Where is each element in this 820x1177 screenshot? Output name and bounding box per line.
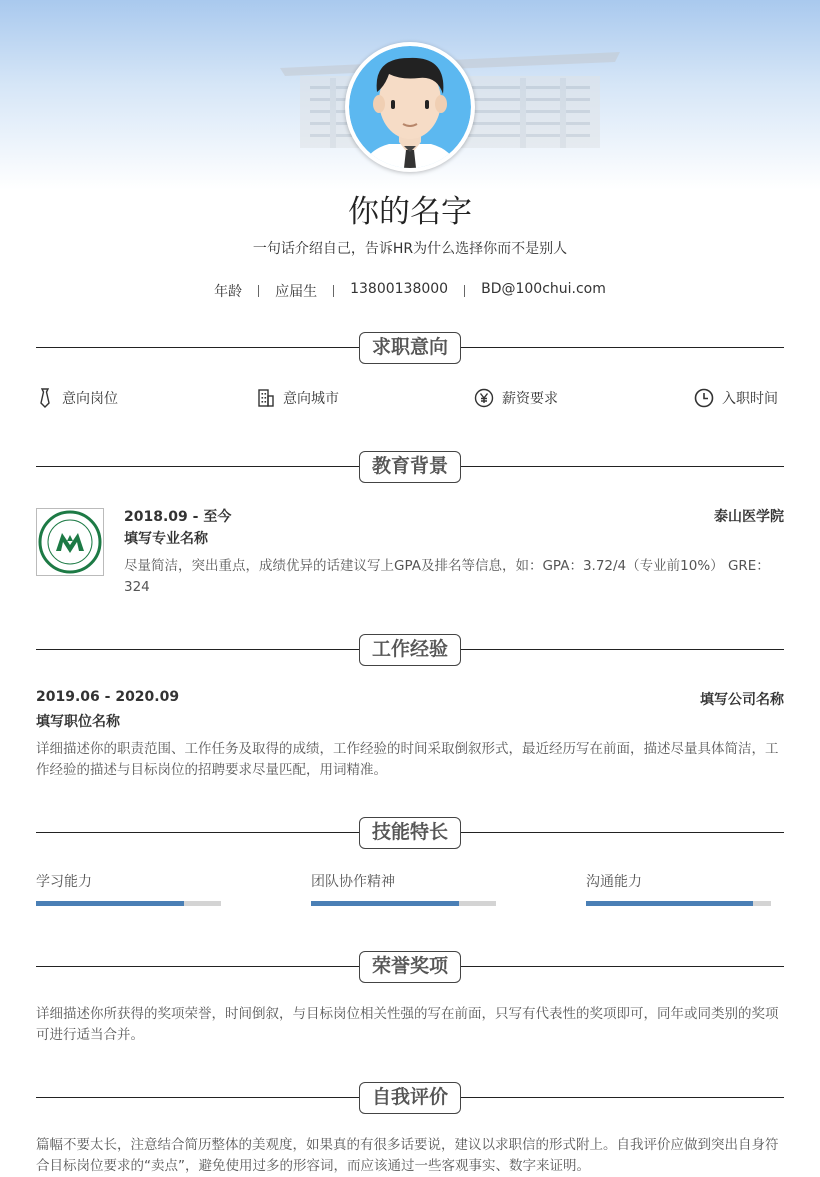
candidate-motto: 一句话介绍自己，告诉HR为什么选择你而不是别人	[252, 241, 568, 257]
skill-bar-fill	[586, 901, 753, 906]
school-name: 泰山医学院	[714, 509, 784, 525]
status-text: 应届生	[275, 284, 318, 300]
avatar	[345, 42, 475, 172]
building-icon	[257, 388, 275, 408]
section-title: 荣誉奖项	[359, 951, 461, 983]
skill-bar	[36, 901, 221, 906]
work-description: 详细描述你的职责范围、工作任务及取得的成绩，工作经验的时间采取倒叙形式，最近经历写在前面，描述尽量具体简洁，工作经验的描述与目标岗位的招聘要求尽量匹配，用词精准。	[36, 741, 779, 778]
section-header-skills	[36, 817, 784, 849]
skill-label: 学习能力	[36, 874, 92, 890]
email-text: BD@100chui.com	[481, 281, 606, 297]
tie-icon	[36, 388, 54, 408]
position-name: 填写职位名称	[36, 714, 120, 730]
intention-item-start-date	[694, 388, 778, 408]
honors-description: 详细描述你所获得的奖项荣誉，时间倒叙，与目标岗位相关性强的写在前面，只写有代表性的奖项即可，同年或同类别的奖项可进行适当合并。	[36, 1006, 779, 1043]
divider	[464, 285, 465, 297]
self-evaluation-description: 篇幅不要太长，注意结合简历整体的美观度，如果真的有很多话要说，建议以求职信的形式附上。自我评价应做到突出自身符合目标岗位要求的“卖点”，避免使用过多的形容词，而应该通过一些客观事实、数字来证明。	[36, 1137, 779, 1174]
divider	[258, 285, 259, 297]
contact-info-line	[0, 281, 820, 301]
section-header-work	[36, 634, 784, 666]
school-logo	[36, 508, 104, 576]
age-text: 年龄	[214, 284, 243, 300]
section-title: 工作经验	[359, 634, 461, 666]
education-period: 2018.09 - 至今	[124, 509, 232, 525]
intention-label: 意向城市	[283, 391, 339, 407]
education-description: 尽量简洁，突出重点，成绩优异的话建议写上GPA及排名等信息，如：GPA：3.72/4（专业前10%） GRE：324	[124, 558, 770, 595]
section-header-intention	[36, 332, 784, 364]
skill-bar-fill	[311, 901, 459, 906]
work-period: 2019.06 - 2020.09	[36, 689, 180, 705]
section-header-self	[36, 1082, 784, 1114]
section-title: 技能特长	[359, 817, 461, 849]
divider	[333, 285, 334, 297]
section-title: 自我评价	[359, 1082, 461, 1114]
intention-item-salary	[474, 388, 558, 408]
skill-label: 团队协作精神	[311, 874, 395, 890]
candidate-name: 你的名字	[348, 194, 472, 230]
yen-icon	[474, 388, 494, 408]
intention-item-position	[36, 388, 118, 408]
avatar-illustration	[349, 46, 471, 168]
intention-label: 薪资要求	[502, 391, 558, 407]
intention-label: 入职时间	[722, 391, 778, 407]
intention-item-city	[257, 388, 339, 408]
company-name: 填写公司名称	[700, 692, 784, 708]
skill-bar-fill	[36, 901, 184, 906]
section-header-honors	[36, 951, 784, 983]
university-emblem-icon	[37, 509, 103, 575]
section-title: 求职意向	[359, 332, 461, 364]
intention-row	[36, 388, 784, 412]
phone-text: 13800138000	[350, 281, 449, 297]
section-header-education	[36, 451, 784, 483]
skill-label: 沟通能力	[586, 874, 642, 890]
clock-icon	[694, 388, 714, 408]
skill-bar	[586, 901, 771, 906]
intention-label: 意向岗位	[62, 391, 118, 407]
section-title: 教育背景	[359, 451, 461, 483]
major-name: 填写专业名称	[124, 531, 208, 547]
skill-bar	[311, 901, 496, 906]
